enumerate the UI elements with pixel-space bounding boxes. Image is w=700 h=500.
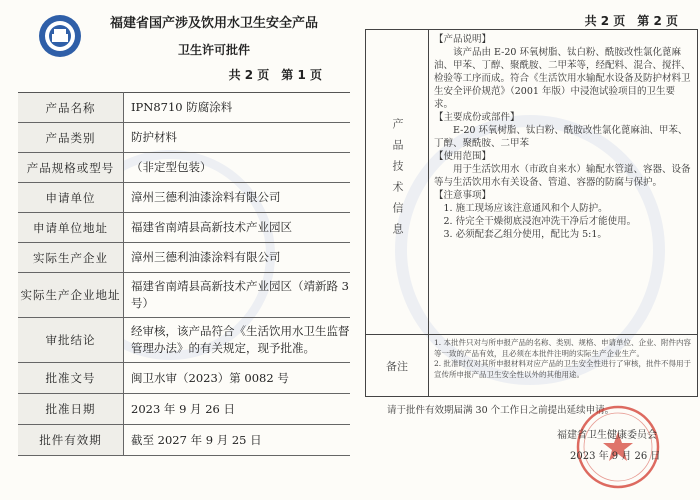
table-row xyxy=(18,394,350,425)
notes-content xyxy=(429,335,698,397)
row-value: 防护材料 xyxy=(124,123,351,153)
row-label: 实际生产企业地址 xyxy=(18,273,124,318)
table-row xyxy=(366,30,698,335)
table-row xyxy=(18,93,350,123)
table-row xyxy=(18,318,350,363)
row-label: 产品规格或型号 xyxy=(18,153,124,183)
table-row xyxy=(18,273,350,318)
approval-table xyxy=(18,92,350,456)
section-text: 用于生活饮用水（市政自来水）输配水管道、容器、设备等与生活饮用水有关设备、管道、容器的防腐与保护。 xyxy=(434,164,691,188)
section-text: E-20 环氧树脂、钛白粉、酰胺改性氯化蓖麻油、甲苯、丁醇、聚酰胺、二甲苯 xyxy=(434,125,688,149)
table-row xyxy=(366,335,698,397)
row-label: 申请单位 xyxy=(18,183,124,213)
product-info-table xyxy=(365,29,698,397)
row-label: 申请单位地址 xyxy=(18,213,124,243)
page-number-left: 共 2 页 第 1 页 xyxy=(228,68,322,82)
row-label: 实际生产企业 xyxy=(18,243,124,273)
row-label: 批准文号 xyxy=(18,363,124,394)
row-value: 截至 2027 年 9 月 25 日 xyxy=(124,425,351,456)
row-value: 闽卫水审（2023）第 0082 号 xyxy=(124,363,351,394)
row-label: 产品名称 xyxy=(18,93,124,123)
document-subtitle: 卫生许可批件 xyxy=(177,43,250,57)
table-row xyxy=(18,425,350,456)
table-row xyxy=(18,153,350,183)
table-row xyxy=(18,243,350,273)
row-value: （非定型包装） xyxy=(124,153,351,183)
row-label: 批准日期 xyxy=(18,394,124,425)
section-title: 【注意事项】 xyxy=(434,190,492,201)
renewal-notice: 请于批件有效期届满 30 个工作日之前提出延续申请。 xyxy=(387,405,615,416)
issuing-authority: 福建省卫生健康委员会 xyxy=(557,430,657,441)
row-value: 漳州三德利油漆涂料有限公司 xyxy=(124,183,351,213)
row-value: IPN8710 防腐涂料 xyxy=(124,93,351,123)
national-emblem-icon xyxy=(38,14,82,58)
issue-date: 2023 年 9 月 26 日 xyxy=(570,451,661,462)
row-value: 漳州三德利油漆涂料有限公司 xyxy=(124,243,351,273)
list-item: 1. 施工现场应该注意通风和个人防护。 xyxy=(443,203,608,214)
row-value: 福建省南靖县高新技术产业园区（靖新路 3 号） xyxy=(124,273,351,318)
row-value: 经审核，该产品符合《生活饮用水卫生监督管理办法》的有关规定，现予批准。 xyxy=(124,318,351,363)
section-title: 【使用范围】 xyxy=(434,151,492,162)
row-value: 福建省南靖县高新技术产业园区 xyxy=(124,213,351,243)
note-item: 2. 批准时仅对其所申报材料对应产品的卫生安全性进行了审核，批件不得用于宣传所申报产品卫生安全性以外的其他用途。 xyxy=(434,359,692,379)
table-row xyxy=(18,123,350,153)
section-text: 该产品由 E-20 环氧树脂、钛白粉、酰胺改性氯化蓖麻油、甲苯、丁醇、聚酰胺、二甲苯等，经配料、混合、搅拌、检验等工序而成。符合《生活饮用水输配水设备及防护材料卫生安全评价规范》（2001 年版）中浸泡试验项目的卫生要求。 xyxy=(434,47,691,110)
tech-info-content xyxy=(429,30,698,335)
list-item: 2. 待完全干燥彻底浸泡冲洗干净后才能使用。 xyxy=(443,216,637,227)
section-title: 【产品说明】 xyxy=(434,34,492,45)
list-item: 3. 必须配套乙组分使用，配比为 5:1。 xyxy=(443,229,607,240)
document-title: 福建省国产涉及饮用水卫生安全产品 xyxy=(109,16,318,31)
row-label: 审批结论 xyxy=(18,318,124,363)
table-row xyxy=(18,183,350,213)
row-value: 2023 年 9 月 26 日 xyxy=(124,394,351,425)
table-row xyxy=(18,363,350,394)
notes-label: 备注 xyxy=(366,335,429,397)
note-item: 1. 本批件只对与所申报产品的名称、类别、规格、申请单位、企业、附件内容等一致的产品有效，且必须在本批件注明的实际生产企业生产。 xyxy=(434,338,692,358)
tech-info-label: 产品技术信息 xyxy=(366,30,429,335)
page-number-right: 共 2 页 第 2 页 xyxy=(584,14,678,28)
section-title: 【主要成份或部件】 xyxy=(434,112,520,123)
row-label: 产品类别 xyxy=(18,123,124,153)
row-label: 批件有效期 xyxy=(18,425,124,456)
table-row xyxy=(18,213,350,243)
